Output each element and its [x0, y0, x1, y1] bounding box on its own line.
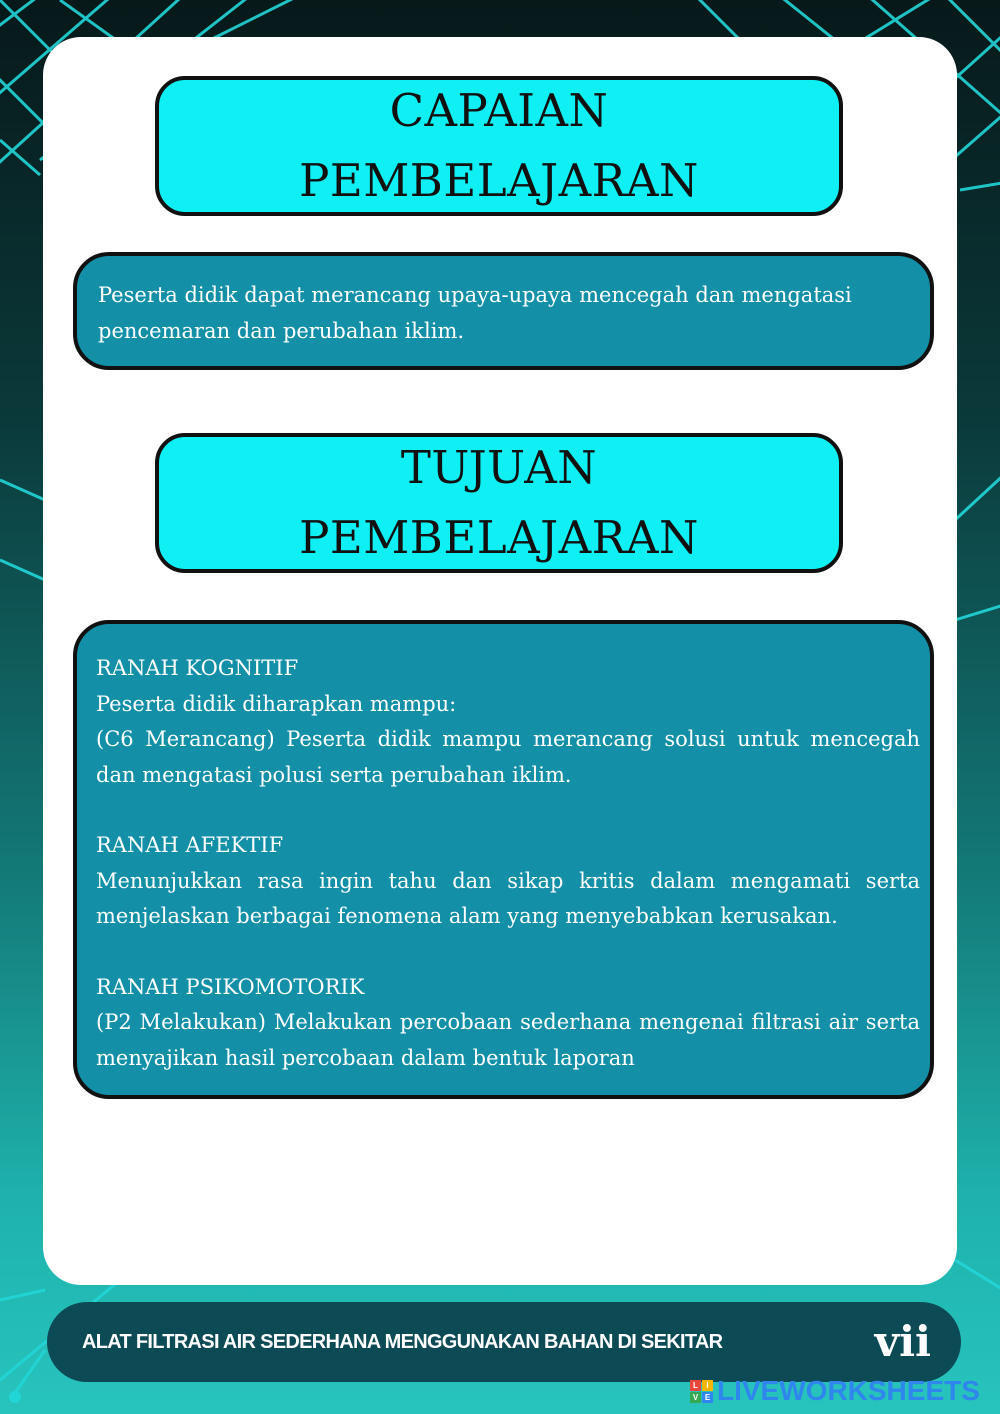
page-number: vii: [874, 1317, 931, 1366]
tujuan-title-line2: PEMBELAJARAN: [299, 511, 699, 564]
capaian-text: Peserta didik dapat merancang upaya-upaya mencegah dan mengatasi pencemaran dan perubahan iklim.: [98, 283, 852, 343]
tujuan-text-box: [73, 620, 934, 1099]
footer-bar: [47, 1302, 961, 1382]
tujuan-title-box: [155, 433, 843, 573]
liveworksheets-logo-icon: [690, 1380, 713, 1403]
logo-letter-l: L: [690, 1380, 701, 1391]
kognitif-heading: RANAH KOGNITIF: [96, 656, 299, 680]
capaian-title-line2: PEMBELAJARAN: [299, 154, 699, 207]
watermark-text: LIVEWORKSHEETS: [717, 1375, 980, 1406]
kognitif-text: (C6 Merancang) Peserta didik mampu merancang solusi untuk mencegah dan mengatasi polusi serta perubahan iklim.: [96, 727, 920, 787]
tujuan-title-line1: TUJUAN: [400, 441, 598, 494]
footer-title: ALAT FILTRASI AIR SEDERHANA MENGGUNAKAN BAHAN DI SEKITAR: [82, 1331, 723, 1353]
logo-letter-v: V: [690, 1392, 701, 1403]
logo-letter-i: I: [702, 1380, 713, 1391]
psikomotorik-text: (P2 Melakukan) Melakukan percobaan sederhana mengenai filtrasi air serta menyajikan hasil percobaan dalam bentuk laporan: [96, 1010, 920, 1070]
liveworksheets-watermark: [690, 1375, 980, 1407]
psikomotorik-heading: RANAH PSIKOMOTORIK: [96, 974, 365, 999]
logo-letter-e: E: [702, 1392, 713, 1403]
capaian-text-box: [73, 252, 934, 370]
capaian-title-line1: CAPAIAN: [389, 84, 609, 137]
kognitif-intro: Peserta didik diharapkan mampu:: [96, 691, 457, 716]
capaian-title-box: [155, 76, 843, 216]
afektif-heading: RANAH AFEKTIF: [96, 833, 284, 857]
afektif-text: Menunjukkan rasa ingin tahu dan sikap kritis dalam mengamati serta menjelaskan berbagai fenomena alam yang menyebabkan kerusakan.: [96, 868, 920, 928]
